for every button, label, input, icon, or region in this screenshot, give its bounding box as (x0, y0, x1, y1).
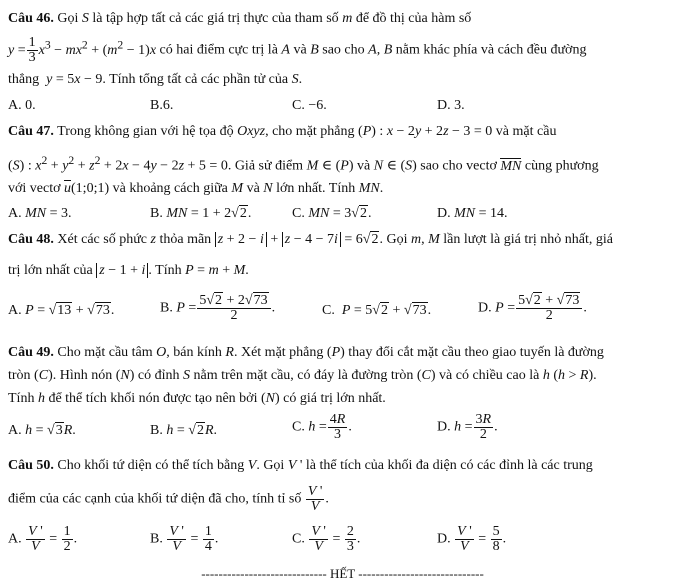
q49-option-d[interactable]: D. h = $\frac{3R}{2}$ . (437, 412, 498, 442)
q46-option-b[interactable]: B.6. (150, 98, 174, 113)
q49-option-a[interactable]: A. h = √3R. (8, 423, 76, 438)
q48-line1: Câu 48. Xét các số phức z thỏa mãn z + 2 − i + z − 4 − 7i = 6√2. Gọi m, M lần lượt là giá trị nhỏ nhất, giá (8, 232, 613, 247)
q46-line2: y = $\frac{1}{3}$ $x^3 - mx^2 + (m^2 - 1)x$ có hai điểm cực trị là A và B sao cho A, B nằm khác phía và cách đều đường (8, 35, 587, 65)
q49-line1: Câu 49. Cho mặt cầu tâm O, bán kính R. Xét mặt phẳng (P) thay đổi cắt mặt cầu theo giao tuyến là đường (8, 345, 604, 360)
end-marker: ----------------------------- HẾT ----------------------------- (201, 566, 484, 581)
q48-option-d[interactable]: D. P = $\frac{5√2 + √73}{2}$ . (478, 293, 587, 323)
q49-line3: Tính h để thể tích khối nón được tạo nên bởi (N) có giá trị lớn nhất. (8, 391, 386, 406)
q49-line2: tròn (C). Hình nón (N) có đỉnh S nằm trên mặt cầu, có đáy là đường tròn (C) và có chiều cao là h (h > R). (8, 368, 597, 383)
q46-option-d[interactable]: D. 3. (437, 98, 465, 113)
q50-line2: điểm của các cạnh của khối tứ diện đã cho, tính tỉ số $\frac{V '}{V}$ . (8, 484, 329, 514)
q46-line3: thẳng y = 5x − 9. Tính tổng tất cả các phần tử của S. (8, 72, 303, 87)
q48-option-a[interactable]: A. P = √13 + √73. (8, 303, 115, 318)
q48-label: Câu 48. (8, 232, 54, 247)
q48-option-b[interactable]: B. P = $\frac{5√2 + 2√73}{2}$ . (160, 293, 276, 323)
q48-option-c[interactable]: C. P = 5√2 + √73. (322, 303, 432, 318)
q47-option-d[interactable]: D. MN = 14. (437, 206, 508, 221)
q46-option-a[interactable]: A. 0. (8, 98, 36, 113)
q47-line1: Câu 47. Trong không gian với hệ tọa độ Oxyz, cho mặt phẳng (P) : x − 2y + 2z − 3 = 0 và mặt cầu (8, 124, 557, 139)
q46-option-c[interactable]: C. −6. (292, 98, 327, 113)
q46-label: Câu 46. (8, 11, 54, 26)
q50-line1: Câu 50. Cho khối tứ diện có thể tích bằng V. Gọi V ' là thể tích của khối đa diện có các đỉnh là các trung (8, 458, 593, 473)
q49-option-b[interactable]: B. h = √2R. (150, 423, 217, 438)
q47-option-c[interactable]: C. MN = 3√2. (292, 206, 372, 221)
q47-option-b[interactable]: B. MN = 1 + 2√2. (150, 206, 252, 221)
q50-option-d[interactable]: D. $\frac{V '}{V}$ = $\frac{5}{8}$ . (437, 524, 507, 554)
q46-function: y = $\frac{1}{3}$ $x^3 - mx^2 + (m^2 - 1)x$ (8, 35, 157, 65)
q50-option-b[interactable]: B. $\frac{V '}{V}$ = $\frac{1}{4}$ . (150, 524, 219, 554)
q47-line2: (S) : $x^2 + y^2 + z^2 + 2x - 4y - 2z + 5 = 0$. Giả sử điểm M ∈ (P) và N ∈ (S) sao cho vectơ MN cùng phương (8, 154, 599, 174)
q47-label: Câu 47. (8, 124, 54, 139)
q49-label: Câu 49. (8, 345, 54, 360)
q48-line2: trị lớn nhất của z − 1 + i . Tính P = m + M. (8, 263, 249, 278)
q50-label: Câu 50. (8, 458, 54, 473)
q46-line1: Câu 46. Gọi S là tập hợp tất cả các giá trị thực của tham số m để đồ thị của hàm số (8, 11, 472, 26)
q50-option-a[interactable]: A. $\frac{V '}{V}$ = $\frac{1}{2}$ . (8, 524, 78, 554)
q50-option-c[interactable]: C. $\frac{V '}{V}$ = $\frac{2}{3}$ . (292, 524, 361, 554)
q47-option-a[interactable]: A. MN = 3. (8, 206, 72, 221)
q49-option-c[interactable]: C. h = $\frac{4R}{3}$ . (292, 412, 352, 442)
q47-line3: với vectơ u(1;0;1) và khoảng cách giữa M và N lớn nhất. Tính MN. (8, 181, 384, 196)
